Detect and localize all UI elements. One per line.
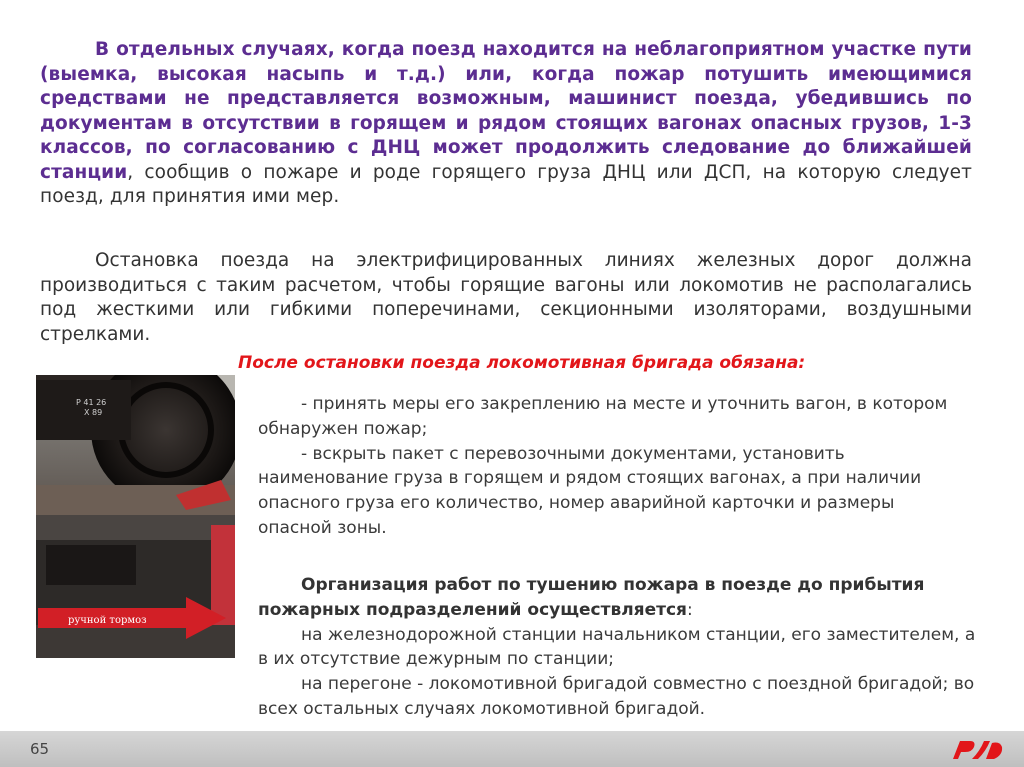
page-number: 65 bbox=[30, 740, 50, 758]
footer-bar bbox=[0, 731, 1024, 767]
organization-station: на железнодорожной станции начальником станции, его заместителем, а в их отсутствие дежурным по станции; bbox=[258, 624, 976, 670]
organization-heading-text: Организация работ по тушению пожара в поезде до прибытия пожарных подразделений осуществляется bbox=[258, 575, 925, 620]
duties-heading: После остановки поезда локомотивная бригада обязана: bbox=[238, 353, 806, 373]
paragraph-electrified-lines: Остановка поезда на электрифицированных линиях железных дорог должна производиться с таким расчетом, чтобы горящие вагоны или локомотив не располагались под жесткими или гибкими поперечинами, секционными изоляторами, воздушными стрелками. bbox=[40, 250, 972, 345]
organization-block bbox=[258, 573, 978, 722]
organization-colon: : bbox=[686, 599, 693, 620]
duty-item-2: - вскрыть пакет с перевозочными документами, установить наименование груза в горящем и рядом стоящих вагонах, а при наличии опасного груза его количество, номер аварийной карточки и размеры опасной зоны. bbox=[258, 443, 922, 538]
paragraph-rest: , сообщив о пожаре и роде горящего груза ДНЦ или ДСП, на которую следует поезд, для принятия ими мер. bbox=[40, 161, 972, 207]
rzd-logo-icon bbox=[950, 735, 1006, 763]
duty-item-1: - принять меры его закреплению на месте и уточнить вагон, в котором обнаружен пожар; bbox=[258, 394, 948, 439]
organization-heading bbox=[258, 573, 978, 623]
wheel-plate-text: Р 41 26 bbox=[76, 398, 107, 407]
wheel-plate-text-2: Х 89 bbox=[84, 408, 103, 417]
arrow-label: ручной тормоз bbox=[68, 615, 147, 626]
duties-list bbox=[258, 392, 958, 541]
photo-handbrake bbox=[36, 375, 235, 658]
organization-haul: на перегоне - локомотивной бригадой совместно с поездной бригадой; во всех остальных случаях локомотивной бригадой. bbox=[258, 674, 975, 719]
paragraph-purple-emphasis: В отдельных случаях, когда поезд находится на неблагоприятном участке пути (выемка, высокая насыпь и т.д.) или, когда пожар потушить имеющимися средствами не представляется возможным, машинист поезда, убедившись по документам в отсутствии в горящем и рядом стоящих вагонах опасных грузов, 1-3 классов, по согласованию с ДНЦ может продолжить следование до ближайшей станции bbox=[40, 39, 972, 183]
paragraph-fire-haul bbox=[40, 38, 972, 210]
